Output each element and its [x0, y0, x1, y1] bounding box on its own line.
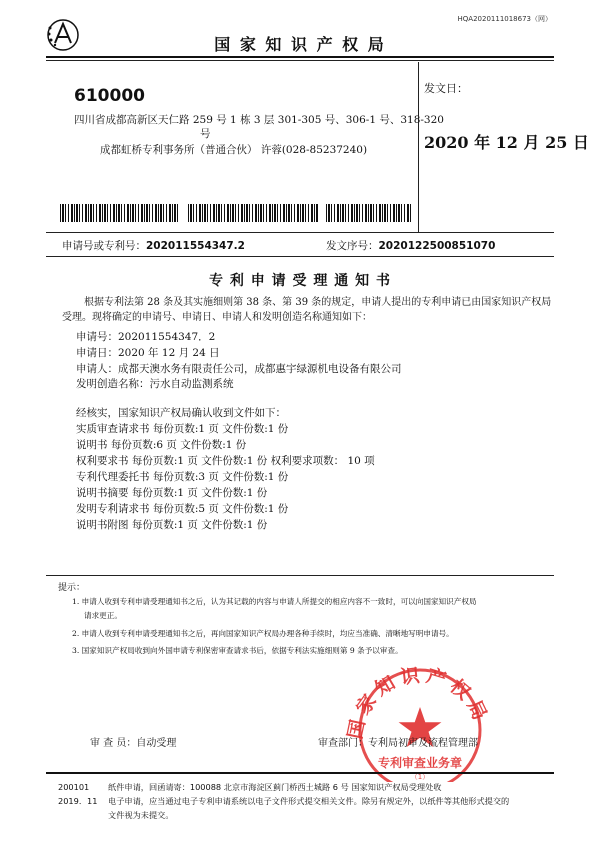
- app-date-line: 申请日：2020 年 12 月 24 日: [76, 347, 220, 359]
- seal-arc-text: 国家知识产权局: [344, 664, 493, 741]
- form-version: 2019．11: [58, 796, 98, 806]
- footer-electronic-line: 电子申请，应当通过电子专利申请系统以电子文件形式提交相关文件。除另有规定外，以纸件等其他形式提交的: [108, 796, 510, 806]
- footer-paper-line: 纸件申请，回函请寄：100088 北京市海淀区蓟门桥西土城路 6 号 国家知识产权局受理处收: [108, 782, 442, 792]
- address-line-1: 四川省成都高新区天仁路 259 号 1 栋 3 层 301-305 号、306-1 号、318-320: [74, 114, 444, 126]
- agency-line: 成都虹桥专利事务所（普通合伙） 许蓉(028-85237240): [100, 144, 368, 156]
- examiner-name: 自动受理: [136, 738, 177, 749]
- doc-number-row: [326, 238, 495, 253]
- app-number-label: 申请号或专利号：: [62, 240, 146, 252]
- seal-line-1: 专利审查业务章: [377, 756, 463, 770]
- note-item: 3. 国家知识产权局收到向外国申请专利保密审查请求书后，依据专利法实施细则第 9 条予以审查。: [72, 646, 403, 655]
- intro-line-2: 受理。现将确定的申请号、申请日、申请人和发明创造名称通知如下：: [62, 312, 372, 323]
- doc-number: 2020122500851070: [378, 240, 496, 252]
- file-item: 实质审查请求书 每份页数:1 页 文件份数:1 份: [76, 423, 289, 435]
- applicant-line: 申请人：成都天澳水务有限责任公司，成都惠宇绿源机电设备有限公司: [76, 363, 402, 375]
- department-label: 审查部门：: [318, 738, 368, 749]
- dispatch-divider: [418, 62, 419, 232]
- department-row: [318, 734, 478, 749]
- footer-rule: [46, 772, 554, 774]
- app-number: 202011554347.2: [146, 240, 245, 252]
- office-name: 国 家 知 识 产 权 局: [214, 35, 386, 54]
- examiner-row: [90, 734, 176, 749]
- app-number-row: [62, 238, 245, 253]
- file-item: 专利代理委托书 每份页数:3 页 文件份数:1 份: [76, 471, 289, 483]
- note-item: 1. 申请人收到专利申请受理通知书之后，认为其记载的内容与申请人所提交的相应内容不一致时，可以向国家知识产权局: [72, 597, 477, 606]
- file-item: 权利要求书 每份页数:1 页 文件份数:1 份 权利要求项数： 10 项: [76, 455, 375, 467]
- barcode-left: [60, 204, 180, 222]
- address-line-2: 号: [200, 128, 211, 140]
- dispatch-date: 2020 年 12 月 25 日: [424, 133, 589, 152]
- note-item: 2. 申请人收到专利申请受理通知书之后，再向国家知识产权局办理各种手续时，均应当准确、清晰地写明申请号。: [72, 629, 454, 638]
- notes-label: 提示：: [58, 583, 86, 593]
- department-name: 专利局初审及流程管理部: [368, 738, 478, 749]
- dispatch-label: 发文日：: [424, 82, 468, 95]
- app-number-line: 申请号：202011554347．2: [76, 331, 216, 343]
- file-item: 说明书 每份页数:6 页 文件份数:1 份: [76, 439, 247, 451]
- file-item: 发明专利请求书 每份页数:5 页 文件份数:1 份: [76, 503, 289, 515]
- official-seal: [340, 652, 500, 782]
- postcode: 610000: [74, 86, 145, 106]
- file-item: 说明书附图 每份页数:1 页 文件份数:1 份: [76, 519, 268, 531]
- file-item: 说明书摘要 每份页数:1 页 文件份数:1 份: [76, 487, 268, 499]
- notice-title: 专 利 申 请 受 理 通 知 书: [209, 273, 391, 289]
- note-item: 请求更正。: [84, 611, 122, 620]
- footer-electronic-line-2: 文件视为未提交。: [108, 810, 174, 820]
- barcode-middle: [188, 204, 318, 222]
- barcode-right: [326, 204, 412, 222]
- form-code: 200101: [58, 782, 90, 792]
- verification-line: 经核实，国家知识产权局确认收到文件如下：: [76, 407, 286, 419]
- header-rule: [46, 56, 554, 58]
- invention-name-line: 发明创造名称：污水自动监测系统: [76, 378, 234, 390]
- doc-number-label: 发文序号：: [326, 240, 379, 252]
- document-code: HQA2020111018673（网）: [457, 15, 552, 23]
- examiner-label: 审 查 员：: [90, 738, 137, 749]
- seal-line-2: （1）: [410, 773, 430, 781]
- intro-line-1: 根据专利法第 28 条及其实施细则第 38 条、第 39 条的规定，申请人提出的专利申请已由国家知识产权局: [84, 297, 552, 308]
